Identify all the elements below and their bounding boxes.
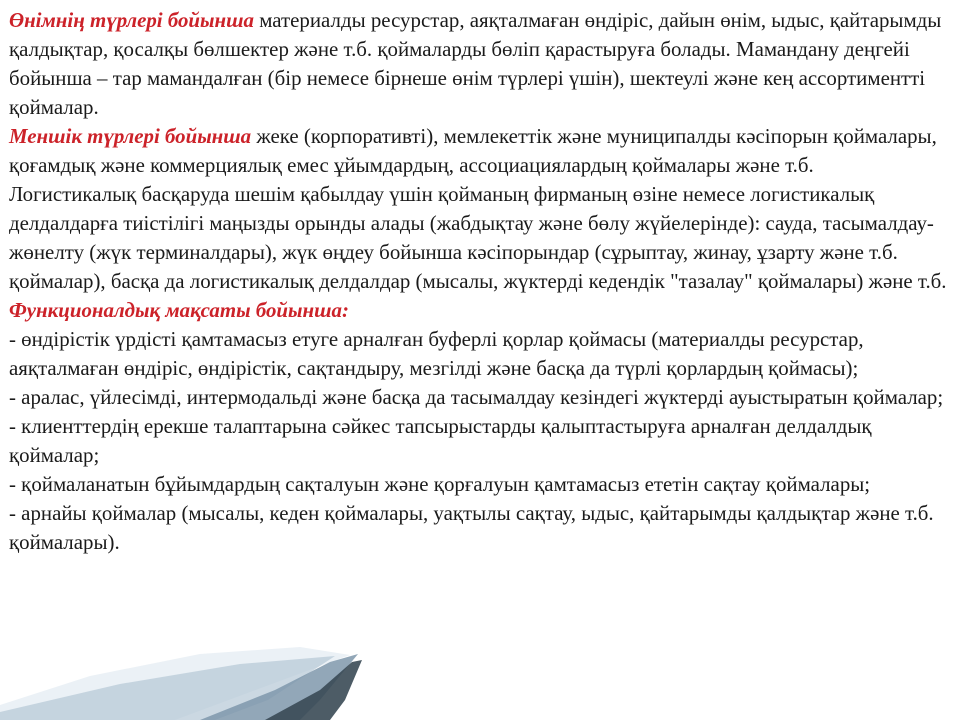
ribbon-band-light (0, 647, 350, 720)
heading-ownership-types: Меншік түрлері бойынша (9, 124, 252, 148)
paragraph-product-types (9, 6, 953, 122)
list-item-special-storage: - арнайы қоймалар (мысалы, кеден қоймалары, уақтылы сақтау, ыдыс, қайтарымды қалдықтар және т.б. қоймалары). (9, 501, 934, 554)
paragraph-logistics: Логистикалық басқаруда шешім қабылдау үшін қойманың фирманың өзіне немесе логистикалық делдалдарға тиістілігі маңызды орынды алады (жабдықтау және бөлу жүйелерінде): сауда, тасымалдау-жөнелту (жүк терминалдары), жүк өңдеу бойынша кәсіпорындар (сұрыптау, жинау, ұзарту және т.б. қоймалар), басқа да логистикалық делдалдар (мысалы, жүктерді кедендік "тазалау" қоймалары) және т.б. (9, 182, 947, 293)
text-product-types: материалды ресурстар, аяқталмаған өндіріс, дайын өнім, ыдыс, қайтарымды қалдықтар, қосалқы бөлшектер және т.б. қоймаларды бөліп қарастыруға болады. Мамандану деңгейі бойынша – тар мамандалған (бір немесе бірнеше өнім түрлері үшін), шектеулі және кең ассортименттi қоймалар. (9, 8, 942, 119)
list-item-transshipment-storage: - аралас, үйлесімді, интермодальді және басқа да тасымалдау кезіндегі жүктерді ауыстыратын қоймалар; (9, 385, 944, 409)
heading-product-types: Өнімнің түрлері бойынша (9, 8, 254, 32)
ribbon-accent (265, 660, 362, 720)
text-ownership-types: жеке (корпоративті), мемлекеттік және муниципалды кәсіпорын қоймалары, қоғамдық және коммерциялық емес ұйымдардың, ассоциациялардың қоймалары және т.б. (9, 124, 937, 177)
list-item-intermediary-storage: - клиенттердің ерекше талаптарына сәйкес тапсырыстарды қалыптастыруға арналған делдалдық қоймалар; (9, 414, 872, 467)
ribbon-band-dark (200, 654, 358, 720)
slide-text-body (9, 6, 953, 557)
list-item-preservation-storage: - қоймаланатын бұйымдардың сақталуын және қорғалуын қамтамасыз ететін сақтау қоймалары; (9, 472, 871, 496)
heading-functional-purpose: Функционалдық мақсаты бойынша: (9, 298, 349, 322)
paragraph-ownership-types (9, 122, 953, 180)
list-item-buffer-storage: - өндірістік үрдісті қамтамасыз етуге арналған буферлі қорлар қоймасы (материалды ресурстар, аяқталмаған өндіріс, өндірістік, сақтандыру, мезгілді және басқа да түрлі қорлардың қоймасы); (9, 327, 864, 380)
ribbon-band-mid (0, 656, 335, 720)
